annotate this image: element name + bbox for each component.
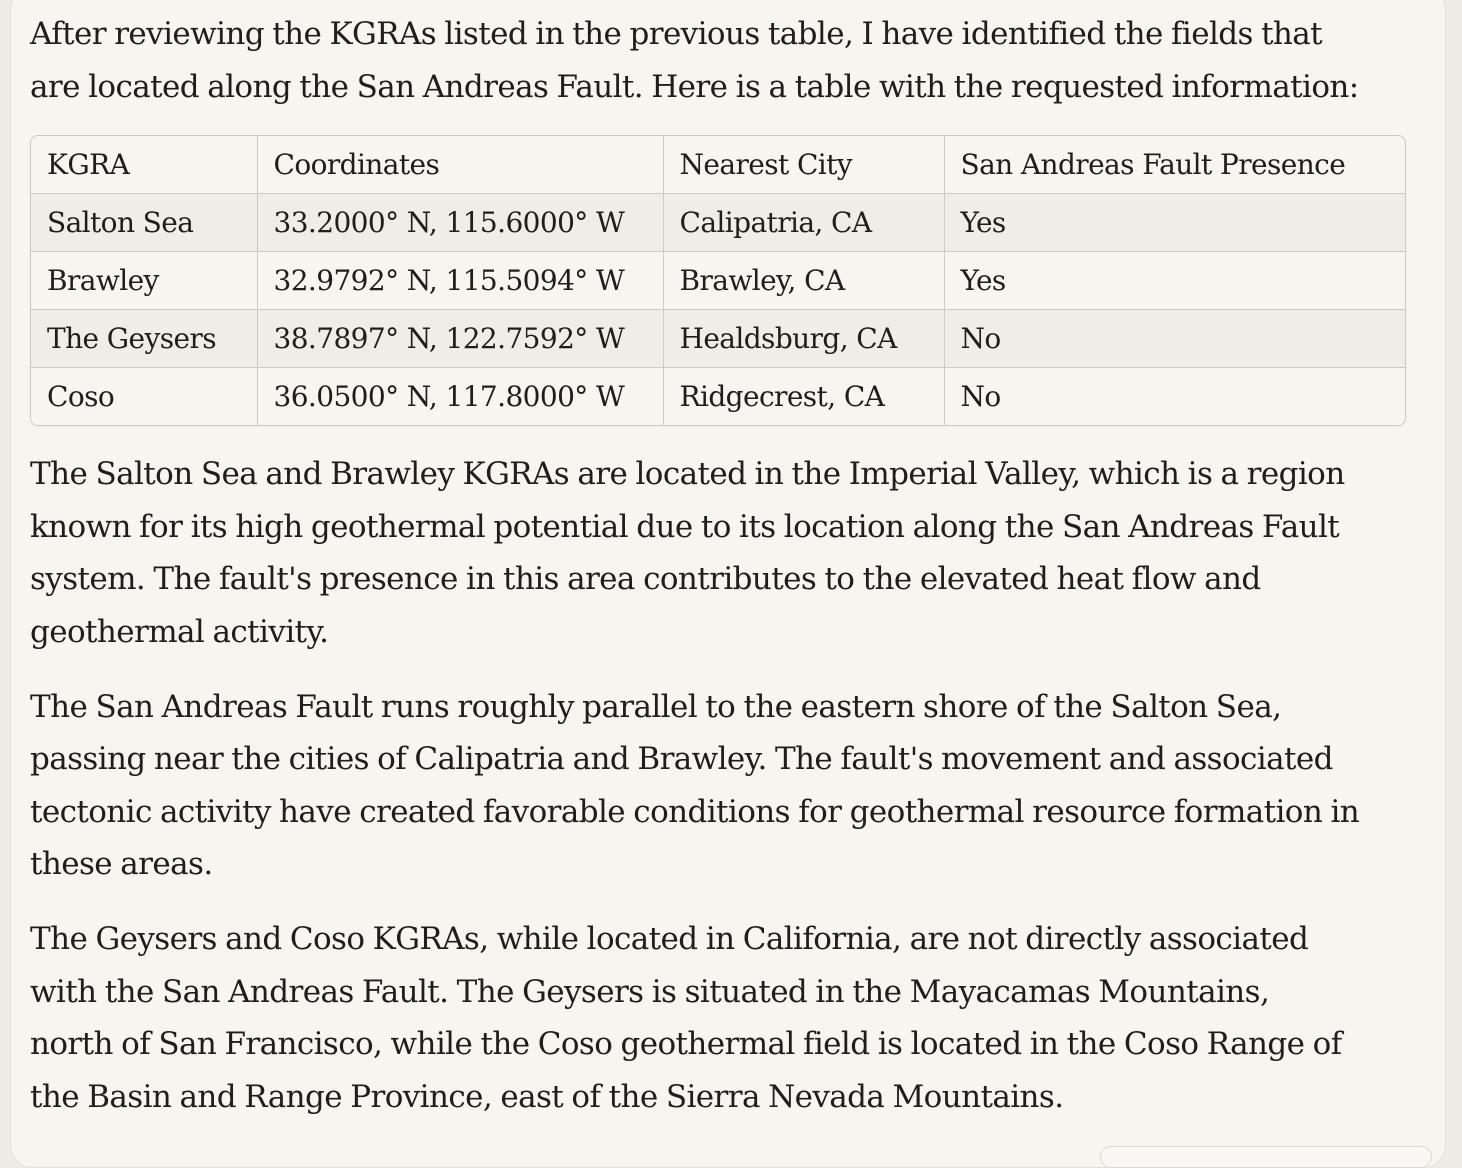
body-paragraph-imperial-valley: The Salton Sea and Brawley KGRAs are located in the Imperial Valley, which is a region known for its high geothermal potential due to its location along the San Andreas Fault system. The fault's presence in this area contributes to the elevated heat flow and geothermal activity. (30, 456, 1345, 650)
header-kgra: KGRA (31, 136, 257, 194)
cell-coordinates: 33.2000° N, 115.6000° W (257, 194, 663, 252)
table-row (31, 194, 1405, 252)
cell-fault-presence: Yes (944, 252, 1405, 310)
cell-fault-presence: Yes (944, 194, 1405, 252)
table-row (31, 252, 1405, 310)
cell-nearest-city: Healdsburg, CA (663, 310, 944, 368)
cell-kgra: Coso (31, 368, 257, 426)
header-coordinates: Coordinates (257, 136, 663, 194)
cell-nearest-city: Ridgecrest, CA (663, 368, 944, 426)
cell-kgra: Salton Sea (31, 194, 257, 252)
kgra-table-container (30, 135, 1406, 426)
cell-kgra: The Geysers (31, 310, 257, 368)
cell-coordinates: 38.7897° N, 122.7592° W (257, 310, 663, 368)
header-fault-presence: San Andreas Fault Presence (944, 136, 1405, 194)
cell-kgra: Brawley (31, 252, 257, 310)
header-nearest-city: Nearest City (663, 136, 944, 194)
cell-coordinates: 32.9792° N, 115.5094° W (257, 252, 663, 310)
table-header-row (31, 136, 1405, 194)
cell-fault-presence: No (944, 310, 1405, 368)
cell-nearest-city: Brawley, CA (663, 252, 944, 310)
cell-nearest-city: Calipatria, CA (663, 194, 944, 252)
assistant-message-content (30, 8, 1420, 1123)
message-actions-bar[interactable] (1100, 1146, 1432, 1168)
kgra-table (31, 136, 1405, 425)
body-paragraph-geysers-coso: The Geysers and Coso KGRAs, while located in California, are not directly associated with the San Andreas Fault. The Geysers is situated in the Mayacamas Mountains, north of San Francisco, while the Coso geothermal field is located in the Coso Range of the Basin and Range Province, east of the Sierra Nevada Mountains. (30, 920, 1342, 1115)
table-row (31, 310, 1405, 368)
cell-fault-presence: No (960, 380, 1001, 414)
table-row (31, 368, 1405, 426)
intro-paragraph: After reviewing the KGRAs listed in the previous table, I have identified the fields that are located along the San Andreas Fault. Here is a table with the requested information: (30, 16, 1359, 105)
cell-coordinates: 36.0500° N, 117.8000° W (257, 368, 663, 426)
body-paragraph-fault-path: The San Andreas Fault runs roughly parallel to the eastern shore of the Salton Sea, passing near the cities of Calipatria and Brawley. The fault's movement and associated tectonic activity have created favorable conditions for geothermal resource formation in these areas. (30, 688, 1360, 883)
